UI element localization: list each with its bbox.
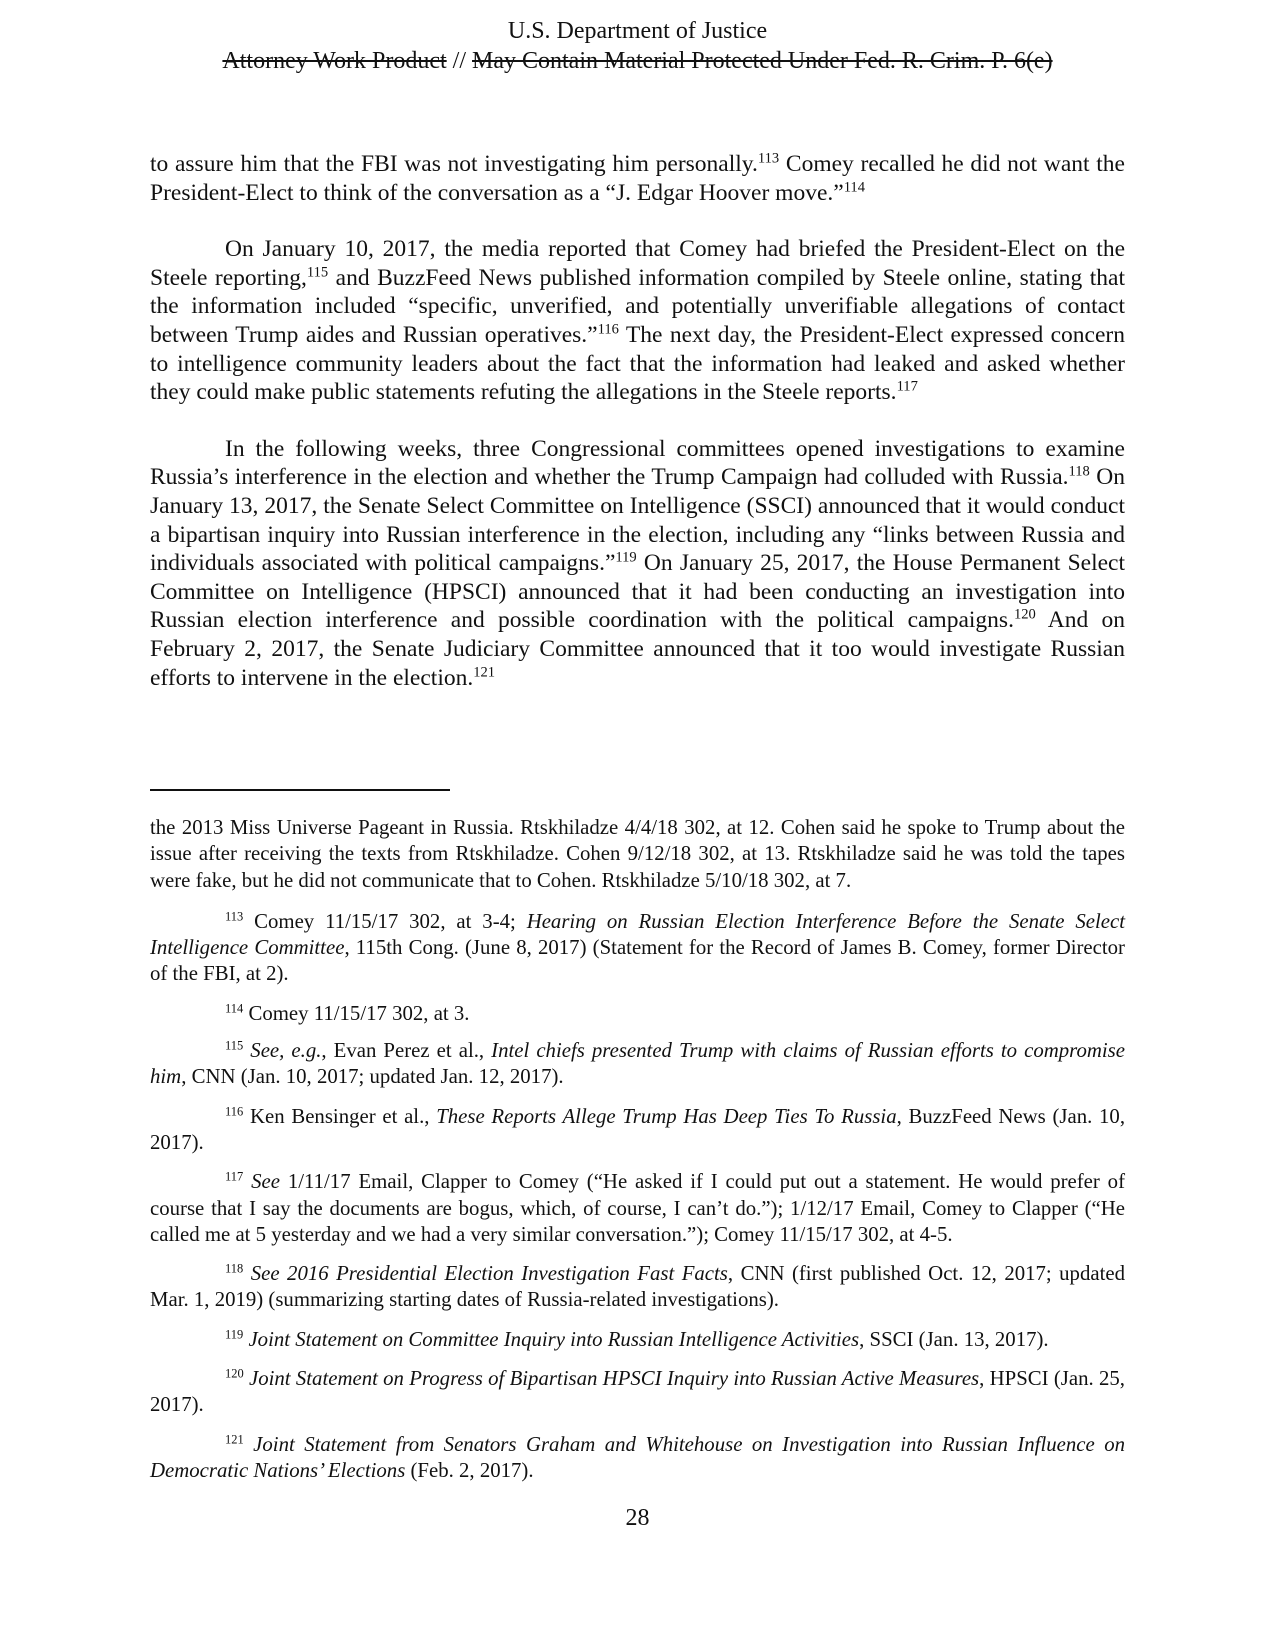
footnote-continued: the 2013 Miss Universe Pageant in Russia. Rtskhiladze 4/4/18 302, at 12. Cohen said he spoke to Trump about the issue after receiving the texts from Rtskhiladze. Cohen 9/12/18 302, at 13. Rtskhiladze said he was told the tapes were fake, but he did not communicate that to Cohen. Rtskhiladze 5/10/18 302, at 7. <box>150 816 1125 892</box>
footnote-signal: See, e.g. <box>243 1039 322 1063</box>
paragraph-1 <box>150 150 1125 207</box>
footnote-number: 120 <box>225 1366 244 1381</box>
paragraph-3-text-3: On January 25, 2017, the House Permanent Select Committee on Intelligence (HPSCI) announced that it had been conducting an investigation into Russian election interference and possible coordination with the political campaigns. <box>150 550 1125 634</box>
footnote-ref-117: 117 <box>896 378 918 395</box>
footnote-citation-title: These Reports Allege Trump Has Deep Ties To Russia <box>436 1104 897 1128</box>
footnote-signal: See <box>243 1170 280 1194</box>
main-text <box>150 150 1125 720</box>
page-header <box>0 16 1275 76</box>
footnote-116 <box>150 1104 1125 1157</box>
footnote-text: , SSCI (Jan. 13, 2017). <box>859 1327 1049 1351</box>
marking-separator: // <box>446 48 473 74</box>
footnote-number: 113 <box>225 909 244 924</box>
footnote-text: , BuzzFeed News (Jan. 10, 2017). <box>150 1104 1126 1154</box>
footnote-ref-113: 113 <box>757 150 780 167</box>
footnote-number: 117 <box>225 1169 244 1184</box>
footnote-text: , 115th Cong. (June 8, 2017) (Statement for the Record of James B. Comey, former Director of the FBI, at 2). <box>150 936 1125 986</box>
paragraph-3-text-4: And on February 2, 2017, the Senate Judiciary Committee announced that it too would investigate Russian efforts to intervene in the election. <box>150 607 1125 691</box>
footnote-citation-title: See 2016 Presidential Election Investigation Fast Facts <box>243 1262 728 1286</box>
footnote-text: , Evan Perez et al., <box>321 1039 492 1063</box>
footnote-114 <box>150 1001 1125 1027</box>
footnote-ref-115: 115 <box>306 264 329 281</box>
footnote-number: 118 <box>225 1261 244 1276</box>
footnotes <box>150 815 1125 1497</box>
paragraph-1-text-1: to assure him that the FBI was not investigating him personally. <box>150 151 758 177</box>
footnote-citation-title: Intel chiefs presented Trump with claims of Russian efforts to compromise him <box>150 1039 1125 1089</box>
footnote-text: Comey 11/15/17 302, at 3. <box>243 1001 470 1025</box>
paragraph-2-text-2: and BuzzFeed News published information compiled by Steele online, stating that the information included “specific, unverified, and potentially unverifiable allegations of contact between Trump aides and Russian operatives.” <box>150 264 1125 348</box>
footnote-text: Ken Bensinger et al., <box>243 1104 437 1128</box>
footnote-ref-116: 116 <box>597 321 619 338</box>
footnote-number: 115 <box>225 1038 244 1053</box>
footnote-number: 119 <box>225 1327 244 1342</box>
footnote-citation-title: Joint Statement from Senators Graham and Whitehouse on Investigation into Russian Influence on Democratic Nations’ Elections <box>150 1432 1125 1482</box>
work-product-marking: Attorney Work Product <box>222 48 447 74</box>
footnote-ref-119: 119 <box>615 549 637 566</box>
footnote-citation-title: Joint Statement on Committee Inquiry into Russian Intelligence Activities <box>243 1327 860 1351</box>
footnote-citation-title: Joint Statement on Progress of Bipartisan HPSCI Inquiry into Russian Active Measures <box>243 1367 980 1391</box>
footnote-ref-118: 118 <box>1068 463 1090 480</box>
paragraph-2-text-3: The next day, the President-Elect expressed concern to intelligence community leaders about the fact that the information had leaked and asked whether they could make public statements refuting the allegations in the Steele reports. <box>150 321 1125 406</box>
footnote-text: (Feb. 2, 2017). <box>405 1458 534 1482</box>
paragraph-2-text-1: On January 10, 2017, the media reported that Comey had briefed the President-Elect on the Steele reporting, <box>150 236 1125 291</box>
footnote-text: 1/11/17 Email, Clapper to Comey (“He asked if I could put out a statement. He would prefer of course that I say the documents are bogus, which, of course, I can’t do.”); 1/12/17 Email, Comey to Clapper (“He called me at 5 yesterday and we had a very similar conversation.”); Comey 11/15/17 302, at 4-5. <box>150 1170 1125 1246</box>
paragraph-3-text-1: In the following weeks, three Congressional committees opened investigations to examine Russia’s interference in the election and whether the Trump Campaign had colluded with Russia. <box>150 435 1125 491</box>
footnote-citation-title: Hearing on Russian Election Interference Before the Senate Select Intelligence Committee <box>150 909 1125 960</box>
footnote-separator <box>150 789 450 791</box>
footnote-number: 114 <box>225 1001 244 1016</box>
footnote-ref-121: 121 <box>473 663 496 680</box>
paragraph-2 <box>150 235 1125 407</box>
footnote-ref-114: 114 <box>843 178 865 195</box>
paragraph-3-text-2: On January 13, 2017, the Senate Select Committee on Intelligence (SSCI) announced that it would conduct a bipartisan inquiry into Russian interference in the election, including any “links between Russia and individuals associated with political campaigns.” <box>150 464 1125 577</box>
footnote-113 <box>150 909 1125 988</box>
page-number: 28 <box>625 1505 650 1531</box>
footnote-120 <box>150 1366 1125 1419</box>
footnote-text: , CNN (Jan. 10, 2017; updated Jan. 12, 2017). <box>181 1065 564 1089</box>
footnote-118 <box>150 1261 1125 1314</box>
footnote-117 <box>150 1169 1125 1248</box>
footnote-115 <box>150 1038 1125 1091</box>
footnote-number: 116 <box>225 1104 244 1119</box>
footnote-number: 121 <box>225 1432 244 1447</box>
footnote-text: , HPSCI (Jan. 25, 2017). <box>150 1367 1125 1417</box>
footnote-121 <box>150 1432 1125 1485</box>
footnote-ref-120: 120 <box>1013 606 1036 623</box>
footnote-text: , CNN (first published Oct. 12, 2017; updated Mar. 1, 2019) (summarizing starting dates of Russia-related investigations). <box>150 1262 1125 1312</box>
department-name: U.S. Department of Justice <box>507 18 768 44</box>
footnote-text: Comey 11/15/17 302, at 3-4; <box>243 909 527 933</box>
grand-jury-marking: May Contain Material Protected Under Fed. R. Crim. P. 6(e) <box>472 48 1053 74</box>
classification-marking <box>0 46 1275 76</box>
footnote-119 <box>150 1327 1125 1353</box>
paragraph-3 <box>150 435 1125 692</box>
paragraph-1-text-2: Comey recalled he did not want the President-Elect to think of the conversation as a “J. Edgar Hoover move.” <box>150 151 1125 206</box>
